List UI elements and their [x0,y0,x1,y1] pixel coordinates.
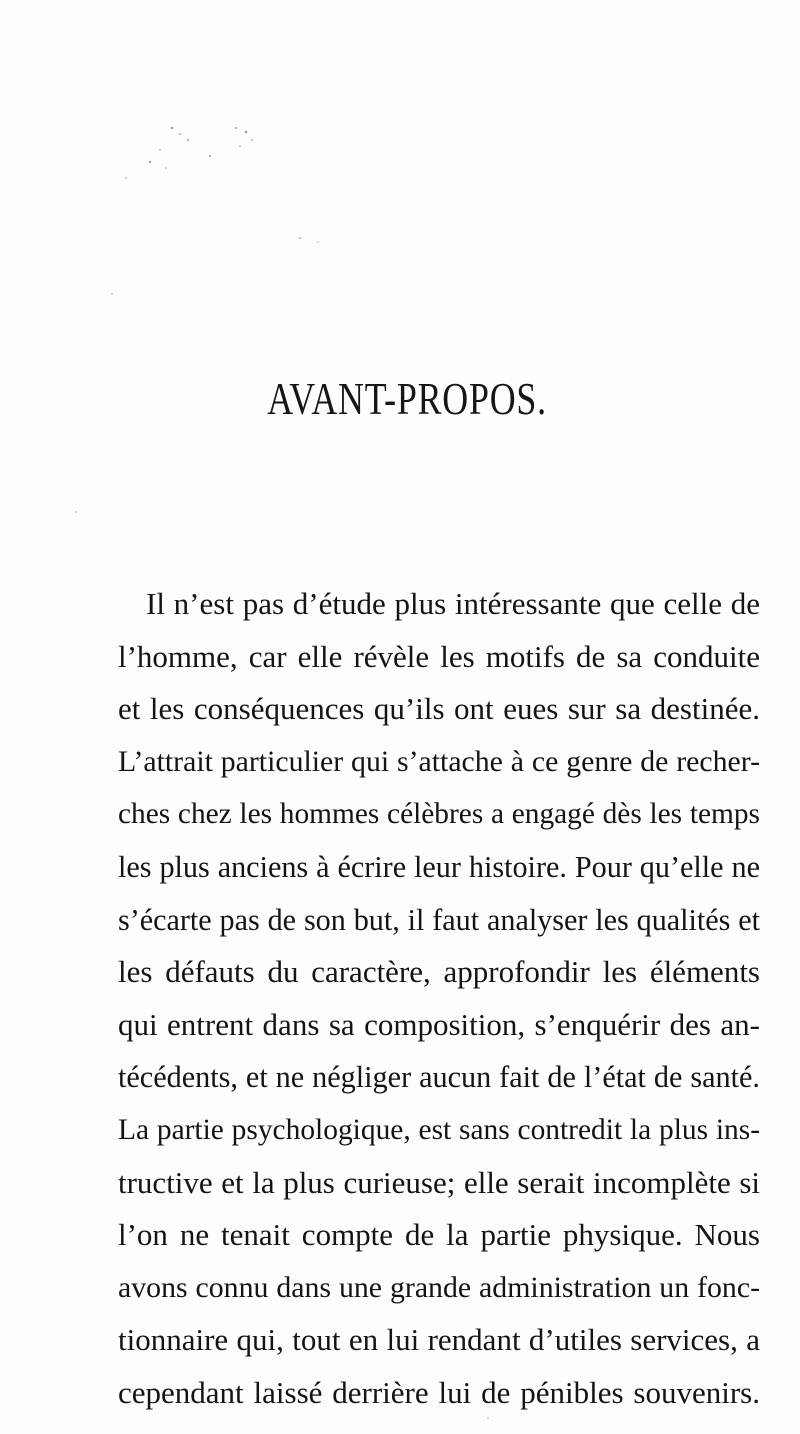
text-line: s’écarte pas de son but, il faut analyser les qualités et [118,902,760,937]
text-line: técédents, et ne négliger aucun fait de l’état de santé. [118,1060,760,1095]
text-line: cependant laissé derrière lui de pénibles souvenirs. [118,1374,760,1410]
text-line: Il n’est pas d’étude plus intéressante que celle de [146,586,760,621]
text-line: tructive et la plus curieuse; elle serait incomplète si [118,1164,760,1200]
text-line: les défauts du caractère, approfondir les éléments [118,954,760,990]
text-line: tionnaire qui, tout en lui rendant d’utiles services, a [118,1322,760,1358]
text-line: ches chez les hommes célèbres a engagé dès les temps [118,798,760,831]
text-line: l’homme, car elle révèle les motifs de sa conduite [118,638,760,674]
text-line: et les conséquences qu’ils ont eues sur sa destinée. [118,691,760,727]
body-paragraph [118,578,760,1420]
text-line: La partie psychologique, est sans contredit la plus ins- [118,1113,760,1146]
text-line: qui entrent dans sa composition, s’enquérir des an- [118,1006,760,1042]
text-line: les plus anciens à écrire leur histoire. Pour qu’elle ne [118,849,760,884]
text-line: avons connu dans une grande administration un fonc- [118,1270,760,1304]
text-line: l’on ne tenait compte de la partie physique. Nous [118,1217,760,1253]
page-title: AVANT-PROPOS. [267,373,547,424]
text-line: L’attrait particulier qui s’attache à ce genre de recher- [118,744,760,778]
